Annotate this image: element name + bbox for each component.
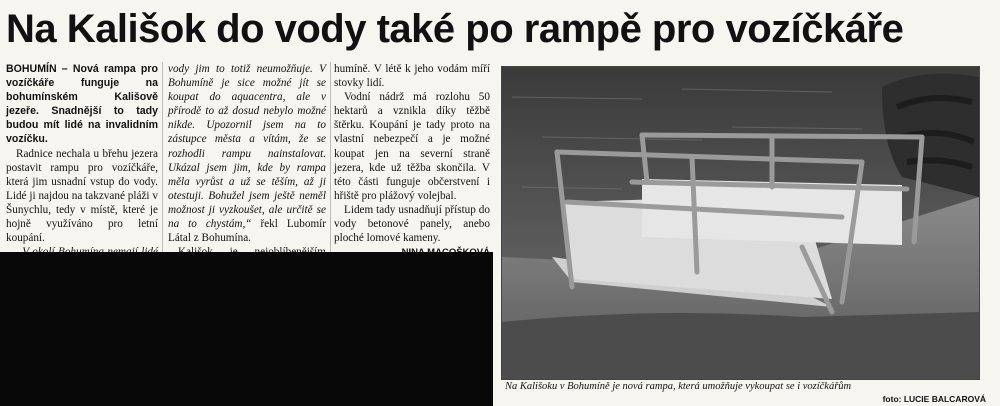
ramp-photo-illustration: [502, 67, 979, 379]
article-column-3: [334, 62, 490, 262]
quote-attribution: řekl Lubomír Látal z Bohumína.: [168, 218, 326, 245]
column-divider: [162, 62, 163, 252]
redacted-block: [0, 252, 493, 406]
shadow-ground: [502, 312, 979, 379]
article-photo: [501, 66, 980, 380]
photo-caption: Na Kališoku v Bohumíně je nová rampa, která umožňuje vykoupat se i vozíčkářům: [505, 381, 852, 392]
article-paragraph: Lidem tady usnadňují přístup do vody betonové panely, anebo ploché lomové kameny.: [334, 203, 490, 245]
article-paragraph: humíně. V létě k jeho vodám míří stovky lidí.: [334, 63, 490, 90]
article-lead: BOHUMÍN – Nová rampa pro vozíčkáře funguje na bohumínském Kališově jezeře. Snadnější to tady budou mít lidé na invalidním vozíčku.: [6, 63, 158, 146]
headline: Na Kališok do vody také po rampě pro vozíčkáře: [6, 7, 904, 51]
photo-credit: foto: LUCIE BALCAROVÁ: [882, 394, 986, 404]
column-divider: [330, 62, 331, 252]
article-column-1: [6, 62, 158, 252]
article-paragraph: Vodní nádrž má rozlohu 50 hektarů a vznikla díky těžbě štěrku. Koupání je tady proto na vlastní nebezpečí a je možné koupat jen na severní straně jezera, kde už těžba skončila. V této části funguje občerstvení i hřiště pro plážový volejbal.: [334, 91, 490, 202]
article-column-2: [168, 62, 326, 262]
quote-text: vody jim to totiž neumožňuje. V Bohumíně je sice možné jít se koupat do aquacentra, ale v přírodě to až dosud nebylo možné nikde. Upozornil jsem na to zástupce města a vítám, že se rozhodli rampu nainstalovat. Ukázal jsem jim, kde by rampa měla vyrůst a už se těším, až ji otestuji. Bohužel jsem ještě neměl možnost ji vyzkoušet, ale určitě se na to chystám,“: [168, 63, 326, 231]
article-paragraph: Radnice nechala u břehu jezera postavit rampu pro vozíčkáře, která jim usnadní vstup do vody. Lidé ji najdou na takzvané pláži v Šunychlu, tedy v místě, které je hojně využíváno pro letní koupání.: [6, 147, 158, 245]
